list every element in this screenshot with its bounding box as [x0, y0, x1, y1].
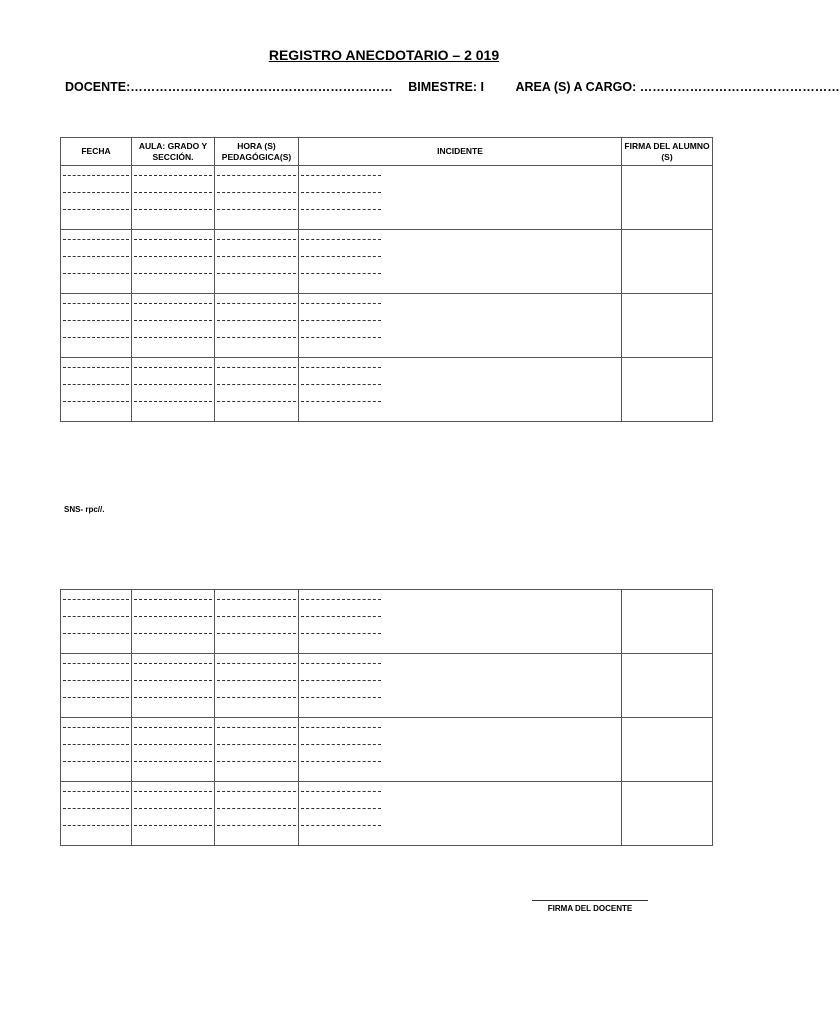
fecha-cell[interactable] — [61, 718, 132, 782]
incidente-cell[interactable] — [299, 294, 622, 358]
write-in-line — [134, 808, 212, 809]
write-in-line — [301, 825, 381, 826]
write-in-line — [134, 727, 212, 728]
firma-alumno-cell[interactable] — [622, 358, 713, 422]
write-in-line — [63, 320, 129, 321]
incidente-cell[interactable] — [299, 230, 622, 294]
write-in-line — [134, 633, 212, 634]
write-in-line — [301, 367, 381, 368]
write-in-line — [217, 680, 296, 681]
write-in-line — [301, 697, 381, 698]
footnote: SNS- rpc//. — [64, 505, 105, 514]
area-field: AREA (S) A CARGO: ………………………………………… — [515, 80, 840, 94]
write-in-line — [301, 791, 381, 792]
write-in-line — [301, 616, 381, 617]
write-in-line — [301, 761, 381, 762]
write-in-line — [63, 599, 129, 600]
write-in-line — [63, 192, 129, 193]
write-in-line — [301, 727, 381, 728]
write-in-line — [301, 744, 381, 745]
col-header-firma-alumno: FIRMA DEL ALUMNO (S) — [622, 138, 713, 166]
write-in-line — [63, 808, 129, 809]
document-title: REGISTRO ANECDOTARIO – 2 019 — [268, 47, 500, 63]
write-in-line — [301, 401, 381, 402]
table-row — [61, 294, 713, 358]
hora-cell[interactable] — [215, 166, 299, 230]
write-in-line — [217, 384, 296, 385]
write-in-line — [217, 697, 296, 698]
write-in-line — [134, 273, 212, 274]
write-in-line — [217, 401, 296, 402]
table-row — [61, 654, 713, 718]
col-header-incidente: INCIDENTE — [299, 138, 622, 166]
firma-alumno-cell[interactable] — [622, 230, 713, 294]
aula-cell[interactable] — [132, 654, 215, 718]
fecha-cell[interactable] — [61, 294, 132, 358]
hora-cell[interactable] — [215, 590, 299, 654]
aula-cell[interactable] — [132, 230, 215, 294]
write-in-line — [301, 175, 381, 176]
write-in-line — [217, 663, 296, 664]
write-in-line — [217, 599, 296, 600]
incidente-cell[interactable] — [299, 718, 622, 782]
incidente-cell[interactable] — [299, 166, 622, 230]
write-in-line — [134, 663, 212, 664]
signature-line — [532, 900, 648, 901]
write-in-line — [63, 616, 129, 617]
registro-table-bottom — [60, 589, 713, 846]
write-in-line — [301, 303, 381, 304]
fecha-cell[interactable] — [61, 654, 132, 718]
write-in-line — [134, 599, 212, 600]
write-in-line — [301, 663, 381, 664]
write-in-line — [63, 663, 129, 664]
fecha-cell[interactable] — [61, 166, 132, 230]
write-in-line — [217, 761, 296, 762]
write-in-line — [301, 209, 381, 210]
write-in-line — [301, 192, 381, 193]
hora-cell[interactable] — [215, 230, 299, 294]
write-in-line — [134, 367, 212, 368]
write-in-line — [134, 239, 212, 240]
table-header-row — [61, 138, 713, 166]
firma-alumno-cell[interactable] — [622, 294, 713, 358]
aula-cell[interactable] — [132, 782, 215, 846]
write-in-line — [217, 744, 296, 745]
write-in-line — [134, 697, 212, 698]
table-row — [61, 230, 713, 294]
write-in-line — [217, 239, 296, 240]
incidente-cell[interactable] — [299, 358, 622, 422]
write-in-line — [134, 616, 212, 617]
write-in-line — [134, 744, 212, 745]
hora-cell[interactable] — [215, 718, 299, 782]
write-in-line — [134, 825, 212, 826]
write-in-line — [63, 791, 129, 792]
write-in-line — [217, 175, 296, 176]
write-in-line — [217, 192, 296, 193]
write-in-line — [63, 744, 129, 745]
write-in-line — [63, 175, 129, 176]
write-in-line — [301, 808, 381, 809]
write-in-line — [63, 367, 129, 368]
fecha-cell[interactable] — [61, 358, 132, 422]
col-header-fecha: FECHA — [61, 138, 132, 166]
write-in-line — [217, 808, 296, 809]
write-in-line — [217, 273, 296, 274]
table-row — [61, 358, 713, 422]
bimestre-field: BIMESTRE: I — [408, 80, 484, 94]
write-in-line — [134, 401, 212, 402]
write-in-line — [134, 209, 212, 210]
table-row — [61, 166, 713, 230]
write-in-line — [217, 256, 296, 257]
aula-cell[interactable] — [132, 294, 215, 358]
write-in-line — [134, 303, 212, 304]
docente-field: DOCENTE:……………………………………………………… — [65, 80, 393, 94]
table-body — [61, 590, 713, 846]
firma-alumno-cell[interactable] — [622, 590, 713, 654]
aula-cell[interactable] — [132, 166, 215, 230]
registro-table-top — [60, 137, 713, 422]
incidente-cell[interactable] — [299, 782, 622, 846]
write-in-line — [134, 791, 212, 792]
write-in-line — [63, 239, 129, 240]
firma-alumno-cell[interactable] — [622, 166, 713, 230]
hora-cell[interactable] — [215, 654, 299, 718]
write-in-line — [63, 401, 129, 402]
write-in-line — [134, 337, 212, 338]
write-in-line — [134, 680, 212, 681]
fecha-cell[interactable] — [61, 782, 132, 846]
write-in-line — [63, 680, 129, 681]
write-in-line — [217, 616, 296, 617]
write-in-line — [301, 273, 381, 274]
write-in-line — [63, 209, 129, 210]
write-in-line — [301, 320, 381, 321]
write-in-line — [301, 633, 381, 634]
write-in-line — [134, 175, 212, 176]
firma-alumno-cell[interactable] — [622, 782, 713, 846]
aula-cell[interactable] — [132, 718, 215, 782]
col-header-aula: AULA: GRADO Y SECCIÓN. — [132, 138, 215, 166]
firma-alumno-cell[interactable] — [622, 654, 713, 718]
write-in-line — [301, 239, 381, 240]
table-row — [61, 590, 713, 654]
col-header-hora: HORA (S) PEDAGÓGICA(S) — [215, 138, 299, 166]
write-in-line — [63, 273, 129, 274]
write-in-line — [217, 727, 296, 728]
write-in-line — [301, 256, 381, 257]
table-body — [61, 166, 713, 422]
write-in-line — [301, 680, 381, 681]
firma-alumno-cell[interactable] — [622, 718, 713, 782]
write-in-line — [217, 633, 296, 634]
write-in-line — [63, 303, 129, 304]
header-fields — [65, 80, 840, 94]
write-in-line — [63, 697, 129, 698]
write-in-line — [63, 825, 129, 826]
write-in-line — [301, 384, 381, 385]
write-in-line — [301, 599, 381, 600]
signature-label: FIRMA DEL DOCENTE — [547, 904, 633, 913]
aula-cell[interactable] — [132, 358, 215, 422]
write-in-line — [134, 192, 212, 193]
hora-cell[interactable] — [215, 782, 299, 846]
incidente-cell[interactable] — [299, 654, 622, 718]
fecha-cell[interactable] — [61, 230, 132, 294]
write-in-line — [217, 791, 296, 792]
write-in-line — [63, 761, 129, 762]
write-in-line — [63, 633, 129, 634]
write-in-line — [63, 337, 129, 338]
write-in-line — [217, 825, 296, 826]
hora-cell[interactable] — [215, 358, 299, 422]
write-in-line — [134, 320, 212, 321]
fecha-cell[interactable] — [61, 590, 132, 654]
write-in-line — [217, 209, 296, 210]
write-in-line — [217, 320, 296, 321]
write-in-line — [134, 384, 212, 385]
write-in-line — [63, 384, 129, 385]
write-in-line — [301, 337, 381, 338]
table-row — [61, 718, 713, 782]
write-in-line — [134, 256, 212, 257]
aula-cell[interactable] — [132, 590, 215, 654]
write-in-line — [134, 761, 212, 762]
hora-cell[interactable] — [215, 294, 299, 358]
write-in-line — [217, 367, 296, 368]
write-in-line — [217, 337, 296, 338]
write-in-line — [63, 256, 129, 257]
write-in-line — [217, 303, 296, 304]
incidente-cell[interactable] — [299, 590, 622, 654]
table-row — [61, 782, 713, 846]
write-in-line — [63, 727, 129, 728]
